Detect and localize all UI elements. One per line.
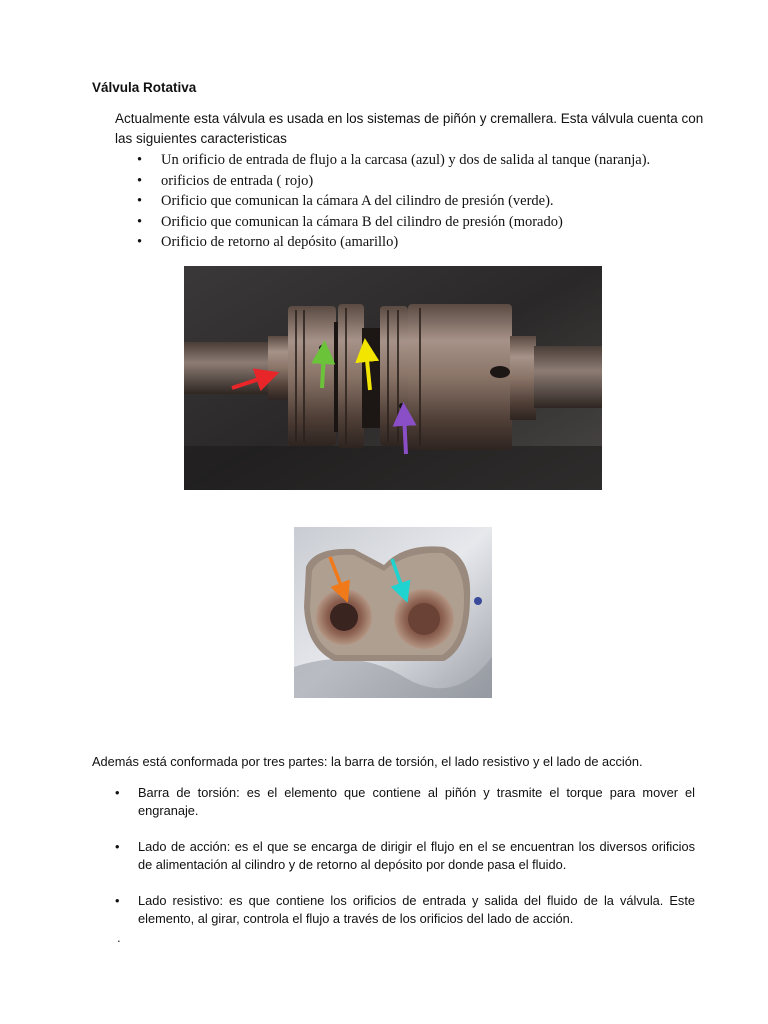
bullet-icon: • <box>137 234 143 250</box>
list-item: • orificios de entrada ( rojo) <box>115 171 650 192</box>
list-item: • Barra de torsión: es el elemento que contiene al piñón y trasmite el torque para mover el engranaje. <box>115 785 695 818</box>
bullet-icon: • <box>137 152 143 168</box>
valve-housing-photo <box>294 527 492 698</box>
list-item: • Orificio que comunican la cámara A del cilindro de presión (verde). <box>115 191 650 212</box>
features-list <box>115 150 650 253</box>
list-item: • Orificio que comunican la cámara B del cilindro de presión (morado) <box>115 212 650 233</box>
bullet-icon: • <box>115 893 120 908</box>
bullet-icon: • <box>115 839 120 854</box>
parts-list <box>115 784 695 928</box>
list-item: • Un orificio de entrada de flujo a la carcasa (azul) y dos de salida al tanque (naranja). <box>115 150 650 171</box>
trailing-mark: . <box>117 930 121 945</box>
parts-intro: Además está conformada por tres partes: la barra de torsión, el lado resistivo y el lado de acción. <box>92 754 643 769</box>
valve-spool-photo <box>184 266 602 490</box>
bullet-icon: • <box>137 213 143 230</box>
purple-arrow <box>404 414 406 454</box>
bullet-icon: • <box>137 172 143 189</box>
green-arrow <box>322 352 324 388</box>
bullet-icon: • <box>137 193 143 209</box>
list-item: • Lado resistivo: es que contiene los orificios de entrada y salida del fluido de la válvula. Este elemento, al girar, controla el flujo a través de los orificios del lado de acción. <box>115 893 695 926</box>
intro-paragraph: Actualmente esta válvula es usada en los sistemas de piñón y cremallera. Esta válvula cuenta con las siguientes caracteristicas <box>115 111 704 146</box>
list-item: • Orificio de retorno al depósito (amarillo) <box>115 232 650 253</box>
list-item: • Lado de acción: es el que se encarga de dirigir el flujo en el se encuentran los diversos orificios de alimentación al cilindro y de retorno al depósito por donde pasa el fluido. <box>115 839 695 872</box>
bullet-icon: • <box>115 785 120 800</box>
section-heading: Válvula Rotativa <box>92 80 197 95</box>
